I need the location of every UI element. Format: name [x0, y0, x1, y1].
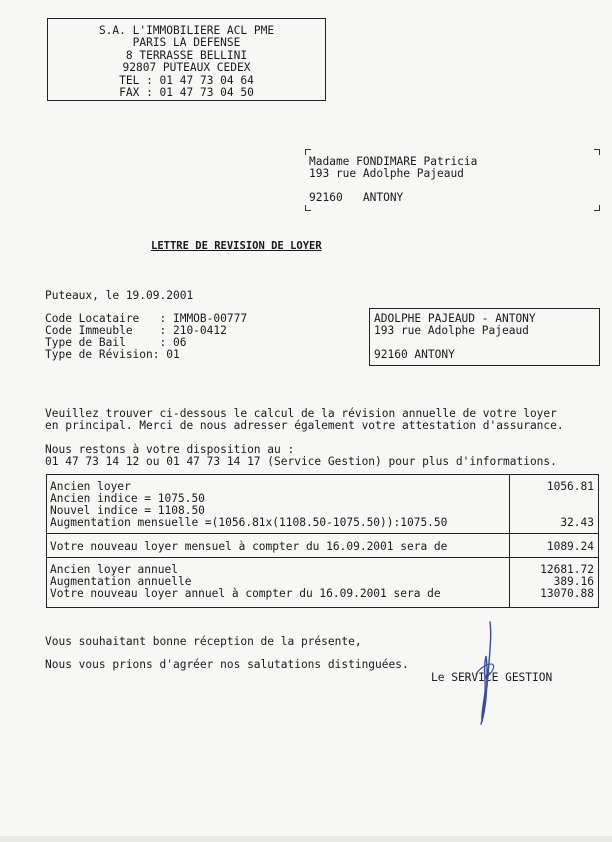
signature-label: Le SERVICE GESTION — [431, 671, 553, 684]
sender-location: PARIS LA DEFENSE — [132, 36, 241, 50]
rent-calculation-table — [46, 474, 599, 608]
ancien-loyer-annuel-value: 12681.72 — [540, 563, 594, 576]
closing-line-2: Nous vous prions d'agréer nos salutations distinguées. — [45, 658, 409, 671]
ancien-loyer-annuel-label: Ancien loyer annuel — [50, 563, 178, 576]
ancien-loyer-value: 1056.81 — [546, 480, 594, 493]
sender-city: 92807 PUTEAUX CEDEX — [122, 61, 251, 75]
recipient-name: Madame FONDIMARE Patricia — [309, 155, 478, 168]
sender-address-box — [47, 18, 326, 101]
sender-company: S.A. L'IMMOBILIERE ACL PME — [98, 24, 275, 37]
augmentation-annuelle-value: 389.16 — [553, 575, 594, 588]
augmentation-mensuelle-value: 32.43 — [560, 516, 594, 529]
augmentation-mensuelle-label: Augmentation mensuelle =(1056.81x(1108.50-1075.50)):1075.50 — [50, 516, 448, 529]
property-address-box — [369, 308, 600, 366]
sender-address-lines — [48, 25, 325, 99]
table-row-divider-2 — [47, 557, 598, 558]
body-paragraph-1-line-2: en principal. Merci de nous adresser également votre attestation d'assurance. — [45, 419, 564, 432]
place-date: Puteaux, le 19.09.2001 — [45, 289, 194, 302]
type-revision: Type de Révision: 01 — [45, 348, 180, 361]
window-corner-top-right — [594, 149, 600, 155]
sender-fax: FAX : 01 47 73 04 50 — [119, 86, 254, 100]
closing-line-1: Vous souhaitant bonne réception de la présente, — [45, 635, 362, 648]
code-locataire: Code Locataire : IMMOB-00777 — [45, 312, 248, 325]
letter-title: LETTRE DE REVISION DE LOYER — [151, 240, 322, 252]
property-line-2: 193 rue Adolphe Pajeaud — [374, 324, 529, 337]
window-corner-bottom-right — [594, 205, 600, 211]
ancien-indice-label: Ancien indice = 1075.50 — [50, 492, 205, 505]
code-immeuble: Code Immeuble : 210-0412 — [45, 324, 227, 337]
sender-street: 8 TERRASSE BELLINI — [125, 48, 248, 62]
table-row-divider-1 — [47, 533, 598, 534]
nouveau-loyer-mensuel-label: Votre nouveau loyer mensuel à compter du 16.09.2001 sera de — [50, 540, 448, 553]
recipient-city: 92160 ANTONY — [309, 191, 404, 204]
augmentation-annuelle-label: Augmentation annuelle — [50, 575, 192, 588]
page-bottom-edge — [0, 836, 612, 842]
ancien-loyer-label: Ancien loyer — [50, 480, 131, 493]
nouvel-indice-label: Nouvel indice = 1108.50 — [50, 504, 205, 517]
property-line-3: 92160 ANTONY — [374, 348, 455, 361]
body-paragraph-1-line-1: Veuillez trouver ci-dessous le calcul de la révision annuelle de votre loyer — [45, 407, 557, 420]
recipient-street: 193 rue Adolphe Pajeaud — [309, 167, 464, 180]
nouveau-loyer-annuel-label: Votre nouveau loyer annuel à compter du 16.09.2001 sera de — [50, 587, 441, 600]
sender-phone: TEL : 01 47 73 04 64 — [119, 73, 254, 87]
nouveau-loyer-mensuel-value: 1089.24 — [546, 540, 594, 553]
body-paragraph-2-line-2: 01 47 73 14 12 ou 01 47 73 14 17 (Service Gestion) pour plus d'informations. — [45, 455, 557, 468]
property-line-1: ADOLPHE PAJEAUD - ANTONY — [374, 312, 536, 325]
type-bail: Type de Bail : 06 — [45, 336, 187, 349]
nouveau-loyer-annuel-value: 13070.88 — [540, 587, 594, 600]
body-paragraph-2-line-1: Nous restons à votre disposition au : — [45, 443, 295, 456]
window-corner-bottom-left — [305, 205, 311, 211]
handwritten-signature — [462, 618, 512, 728]
